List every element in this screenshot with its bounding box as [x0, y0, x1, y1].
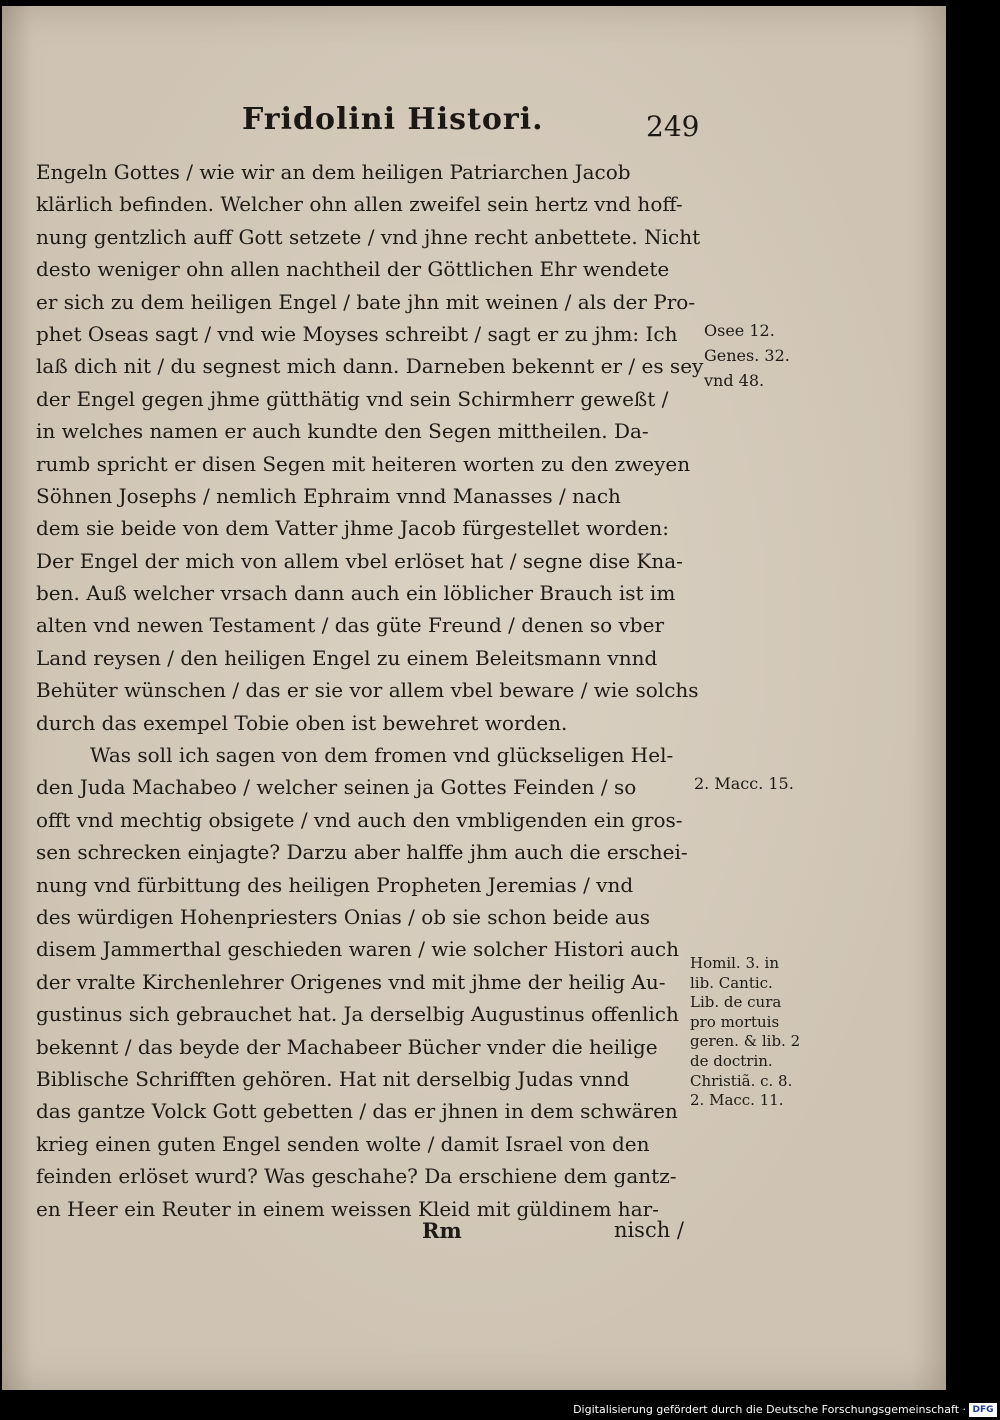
running-head-title: Fridolini Histori.	[242, 102, 544, 137]
margin-note-line: de doctrin.	[690, 1051, 773, 1070]
text-line: er sich zu dem heiligen Engel / bate jhn mit weinen / als der Pro-	[36, 289, 696, 314]
text-line: den Juda Machabeo / welcher seinen ja Gottes Feinden / so	[36, 775, 637, 800]
signature-mark: Rm	[422, 1218, 462, 1243]
text-line: sen schrecken einjagte? Darzu aber halffe jhm auch die erschei-	[36, 840, 688, 865]
text-line: alten vnd newen Testament / das güte Freund / denen so vber	[36, 613, 665, 638]
dfg-logo-icon: DFG	[969, 1403, 997, 1417]
catchword-line	[422, 1218, 684, 1250]
text-line: klärlich befinden. Welcher ohn allen zweifel sein hertz vnd hoff-	[36, 192, 683, 217]
margin-note-line: vnd 48.	[704, 371, 765, 390]
text-line: Land reysen / den heiligen Engel zu einem Beleitsmann vnnd	[36, 645, 658, 670]
text-line: Engeln Gottes / wie wir an dem heiligen Patriarchen Jacob	[36, 160, 631, 184]
text-line: des würdigen Hohenpriesters Onias / ob sie schon beide aus	[36, 904, 650, 929]
margin-note-line: geren. & lib. 2	[690, 1032, 801, 1051]
text-line: durch das exempel Tobie oben ist bewehret worden.	[36, 710, 568, 735]
text-line: phet Oseas sagt / vnd wie Moyses schreibt / sagt er zu jhm: Ich	[36, 321, 678, 346]
funding-credit: Digitalisierung gefördert durch die Deutsche Forschungsgemeinschaft ·	[573, 1403, 966, 1416]
text-line: ben. Auß welcher vrsach dann auch ein löblicher Brauch ist im	[36, 581, 676, 606]
text-line: Biblische Schrifften gehören. Hat nit derselbig Judas vnnd	[36, 1066, 630, 1091]
margin-note-osee	[704, 318, 790, 393]
text-line: das gantze Volck Gott gebetten / das er jhnen in dem schwären	[36, 1099, 678, 1124]
text-line: nung gentzlich auff Gott setzete / vnd jhne recht anbettete. Nicht	[36, 224, 701, 249]
catchword: nisch /	[613, 1218, 684, 1242]
margin-note-homil	[690, 954, 800, 1111]
text-line: Söhnen Josephs / nemlich Ephraim vnnd Manasses / nach	[36, 483, 621, 508]
book-page	[2, 6, 946, 1390]
margin-note-line: Christiã. c. 8.	[690, 1071, 793, 1090]
page-number: 249	[646, 110, 700, 143]
margin-note-line: Osee 12.	[704, 321, 775, 340]
margin-note-line: 2. Macc. 11.	[690, 1091, 784, 1110]
margin-note-macc-15	[694, 771, 794, 796]
text-line: rumb spricht er disen Segen mit heiteren worten zu den zweyen	[36, 451, 691, 476]
text-line: dem sie beide von dem Vatter jhme Jacob fürgestellet worden:	[36, 516, 669, 541]
text-line: in welches namen er auch kundte den Segen mittheilen. Da-	[36, 419, 649, 444]
margin-note-line: Homil. 3. in	[690, 954, 780, 972]
text-line: der Engel gegen jhme gütthätig vnd sein Schirmherr geweßt /	[36, 386, 669, 411]
margin-note-line: lib. Cantic.	[690, 973, 773, 992]
text-line: der vralte Kirchenlehrer Origenes vnd mit jhme der heilig Au-	[36, 969, 666, 994]
text-line: Was soll ich sagen von dem fromen vnd glückseligen Hel-	[90, 743, 674, 768]
margin-note-line: Lib. de cura	[690, 993, 782, 1012]
margin-note-line: 2. Macc. 15.	[694, 774, 794, 793]
margin-note-line: Genes. 32.	[704, 346, 790, 365]
digitization-footer	[573, 1400, 1000, 1420]
text-line: krieg einen guten Engel senden wolte / damit Israel von den	[36, 1131, 650, 1156]
text-line: offt vnd mechtig obsigete / vnd auch den vmbligenden ein gros-	[36, 807, 683, 832]
margin-note-line: pro mortuis	[690, 1012, 780, 1031]
text-line: Behüter wünschen / das er sie vor allem vbel beware / wie solchs	[36, 678, 699, 703]
text-line: desto weniger ohn allen nachtheil der Göttlichen Ehr wendete	[36, 257, 670, 282]
text-line: bekennt / das beyde der Machabeer Bücher vnder die heilige	[36, 1034, 658, 1059]
text-line: en Heer ein Reuter in einem weissen Kleid mit güldinem har-	[36, 1196, 659, 1221]
text-line: Der Engel der mich von allem vbel erlöset hat / segne dise Kna-	[36, 548, 683, 573]
text-line: disem Jammerthal geschieden waren / wie solcher Histori auch	[36, 937, 679, 962]
body-text	[36, 156, 706, 1225]
text-line: nung vnd fürbittung des heiligen Propheten Jeremias / vnd	[36, 872, 634, 897]
text-line: gustinus sich gebrauchet hat. Ja derselbig Augustinus offenlich	[36, 1002, 679, 1027]
text-line: feinden erlöset wurd? Was geschahe? Da erschiene dem gantz-	[36, 1164, 677, 1189]
text-line: laß dich nit / du segnest mich dann. Darneben bekennt er / es sey	[36, 354, 704, 379]
